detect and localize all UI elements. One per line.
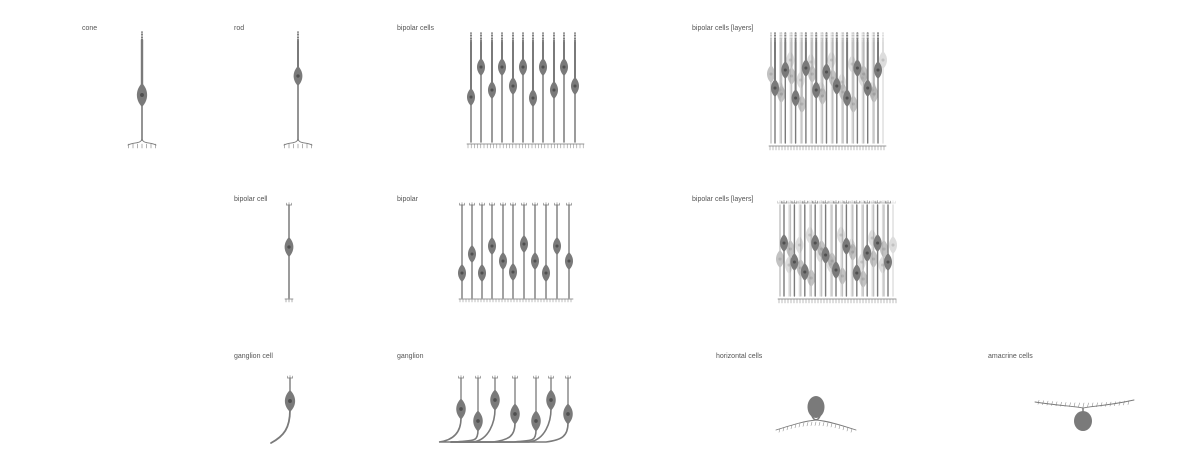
bipolar-cell <box>539 33 547 142</box>
cell-nucleus <box>511 270 514 273</box>
label-rod: rod <box>234 25 245 32</box>
ganglion-cell <box>439 376 466 443</box>
cell-nucleus <box>500 65 503 68</box>
cell-nucleus <box>872 92 875 95</box>
bipolar-cell <box>565 203 573 299</box>
bipolar-cell <box>880 201 888 297</box>
cell-nucleus <box>790 74 793 77</box>
cell-nucleus <box>480 271 483 274</box>
process-twig <box>803 423 804 427</box>
cell-nucleus <box>866 251 869 254</box>
cell-nucleus <box>534 419 538 423</box>
cell-nucleus <box>862 277 865 280</box>
cell-nucleus <box>521 65 524 68</box>
cell-nucleus <box>876 241 879 244</box>
bipolar-cell <box>832 201 840 297</box>
bipolar-cell <box>529 33 537 142</box>
cell-nucleus <box>804 66 807 69</box>
process-twig <box>799 424 800 428</box>
process-twig <box>823 422 824 426</box>
cell-nucleus <box>573 84 576 87</box>
bipolar-cell <box>468 203 476 299</box>
label-cone: cone <box>82 25 98 32</box>
cell-nucleus <box>552 88 555 91</box>
bipolar-cell <box>795 201 803 297</box>
cell-nucleus <box>490 88 493 91</box>
ganglion-cell <box>451 376 556 443</box>
bipolar-cell <box>828 201 836 297</box>
cell-nucleus <box>287 245 290 248</box>
bipolar-cell <box>509 33 517 142</box>
process-twig <box>811 422 812 426</box>
cell-nucleus <box>891 243 894 246</box>
cell-nucleus <box>567 259 570 262</box>
ganglion-axon <box>439 418 461 442</box>
horizontal-cells-diagram <box>776 396 856 432</box>
bipolar-cell <box>477 33 485 142</box>
bipolar-diagram <box>458 203 573 303</box>
bipolar-cell <box>788 33 796 143</box>
bipolar-cell <box>553 203 561 299</box>
cell-nucleus <box>541 65 544 68</box>
cell-nucleus <box>855 271 858 274</box>
bipolar-cell <box>864 33 872 143</box>
process-twig <box>839 425 840 429</box>
bipolar-cell <box>478 203 486 299</box>
cell-nucleus <box>778 257 781 260</box>
bipolar-cells-layers-mid-diagram <box>776 201 897 304</box>
bipolar-cells-layers-top-diagram <box>767 33 887 150</box>
cell-nucleus <box>493 398 497 402</box>
bipolar-cell <box>509 203 517 299</box>
cell-nucleus <box>881 58 884 61</box>
cell-nucleus <box>531 96 534 99</box>
cell-nucleus <box>800 102 803 105</box>
bipolar-cell <box>798 33 806 143</box>
process-twig <box>807 422 808 426</box>
process-twig <box>795 424 796 428</box>
process-twig <box>1047 401 1048 405</box>
cell-nucleus <box>820 247 823 250</box>
label-bipolar-cells-layers-top: bipolar cells [layers] <box>692 25 754 32</box>
process-twig <box>1101 403 1102 407</box>
cell-nucleus <box>831 76 834 79</box>
label-ganglion: ganglion <box>397 353 424 360</box>
process-twig <box>1083 403 1084 407</box>
cell-nucleus <box>803 270 806 273</box>
bipolar-cell <box>797 33 805 143</box>
ganglion-cell <box>451 376 483 443</box>
bipolar-cell <box>488 203 496 299</box>
cell-nucleus <box>846 96 849 99</box>
cell-nucleus <box>851 250 854 253</box>
label-bipolar: bipolar <box>397 196 419 203</box>
ganglion-cell-diagram <box>271 376 295 444</box>
cell-nucleus <box>513 412 517 416</box>
label-bipolar-cell: bipolar cell <box>234 196 268 203</box>
bipolar-cell <box>488 33 496 142</box>
synapse-branch <box>284 138 298 145</box>
bipolar-cell <box>786 33 794 143</box>
bipolar-cell <box>458 203 466 299</box>
cell-nucleus <box>866 86 869 89</box>
cell-nucleus <box>479 65 482 68</box>
process-twig <box>1119 401 1120 405</box>
cell-layer <box>776 201 888 297</box>
synapse-branch <box>298 138 312 145</box>
cell-nucleus <box>782 241 785 244</box>
cell-nucleus <box>886 260 889 263</box>
cell-nucleus <box>862 72 865 75</box>
synapse-branch <box>128 138 142 145</box>
bipolar-cell <box>879 33 887 143</box>
ganglion-diagram <box>439 376 573 443</box>
bipolar-cell <box>560 33 568 142</box>
cell-nucleus <box>459 407 463 411</box>
cell-nucleus <box>789 247 792 250</box>
cell-nucleus <box>501 259 504 262</box>
process-twig <box>815 422 816 426</box>
bipolar-cell <box>853 33 861 143</box>
label-horizontal-cells: horizontal cells <box>716 353 763 360</box>
bipolar-cell <box>771 33 779 143</box>
bipolar-cell <box>849 33 857 143</box>
cell-nucleus <box>522 242 525 245</box>
process-twig <box>847 428 848 432</box>
label-ganglion-cell: ganglion cell <box>234 353 273 360</box>
label-amacrine-cells: amacrine cells <box>988 353 1033 360</box>
cell-nucleus <box>296 74 299 77</box>
cell-nucleus <box>815 88 818 91</box>
bipolar-cell <box>571 33 579 142</box>
cell-nucleus <box>845 244 848 247</box>
cell-nucleus <box>511 84 514 87</box>
cell-nucleus <box>549 398 553 402</box>
cell-nucleus <box>469 95 472 98</box>
bipolar-cell <box>467 33 475 142</box>
process-twig <box>843 426 844 430</box>
bipolar-cell <box>498 33 506 142</box>
amacrine-cells-diagram <box>1035 400 1134 431</box>
process-twig <box>827 423 828 427</box>
bipolar-cell <box>519 33 527 142</box>
label-bipolar-cells-layers-mid: bipolar cells [layers] <box>692 196 754 203</box>
cell-nucleus <box>476 419 480 423</box>
bipolar-cell <box>786 201 794 297</box>
cell-nucleus <box>769 72 772 75</box>
cell-nucleus <box>562 65 565 68</box>
ganglion-axon <box>451 423 568 442</box>
process-twig <box>819 422 820 426</box>
cell-nucleus <box>814 241 817 244</box>
bipolar-cell <box>802 33 810 143</box>
cell-nucleus <box>825 70 828 73</box>
cell-nucleus <box>544 271 547 274</box>
bipolar-cell <box>827 201 835 297</box>
bipolar-cell <box>833 33 841 143</box>
ganglion-axon <box>451 430 536 442</box>
cell-nucleus <box>856 66 859 69</box>
bipolar-cell <box>792 33 800 143</box>
cell-nucleus <box>830 259 833 262</box>
cell-nucleus <box>794 96 797 99</box>
bipolar-cell <box>499 203 507 299</box>
cell-nucleus <box>882 247 885 250</box>
process-twig <box>831 424 832 428</box>
cell-nucleus <box>780 92 783 95</box>
cell-nucleus <box>842 90 845 93</box>
bipolar-cell <box>812 33 820 143</box>
process-twig <box>1079 403 1080 407</box>
cell-nucleus <box>793 260 796 263</box>
cell-nucleus <box>852 102 855 105</box>
bipolar-cell <box>531 203 539 299</box>
cell-layer <box>771 33 882 143</box>
cell-body <box>808 396 825 418</box>
cell-nucleus <box>876 68 879 71</box>
cell-nucleus <box>824 253 827 256</box>
process-twig <box>1106 402 1107 406</box>
cell-nucleus <box>288 399 292 403</box>
bipolar-cell <box>889 201 897 297</box>
bipolar-cell <box>520 203 528 299</box>
bipolar-cell <box>550 33 558 142</box>
bipolar-cell <box>848 33 856 143</box>
horizontal-process <box>776 420 856 430</box>
process-twig <box>851 429 852 433</box>
cell-nucleus <box>841 274 844 277</box>
cell-nucleus <box>140 93 144 97</box>
label-bipolar-cells: bipolar cells <box>397 25 434 32</box>
ganglion-axon <box>271 410 290 443</box>
process-twig <box>835 424 836 428</box>
cell-nucleus <box>470 252 473 255</box>
cell-nucleus <box>834 268 837 271</box>
cell-nucleus <box>773 86 776 89</box>
cell-nucleus <box>835 84 838 87</box>
cell-nucleus <box>460 271 463 274</box>
cell-nucleus <box>872 257 875 260</box>
bipolar-cell-diagram <box>285 203 294 303</box>
synapse-branch <box>142 138 156 145</box>
cell-nucleus <box>490 244 493 247</box>
cell-nucleus <box>533 259 536 262</box>
cone-diagram <box>128 32 156 148</box>
bipolar-cells-diagram <box>467 33 584 148</box>
cell-body <box>1074 411 1092 431</box>
rod-diagram <box>284 32 312 148</box>
process-twig <box>1052 402 1053 406</box>
cell-nucleus <box>810 276 813 279</box>
cell-nucleus <box>784 68 787 71</box>
cell-layer <box>767 33 878 143</box>
cell-nucleus <box>821 94 824 97</box>
bipolar-cell <box>542 203 550 299</box>
cell-nucleus <box>811 72 814 75</box>
process-twig <box>1088 403 1089 407</box>
cell-nucleus <box>566 412 570 416</box>
cell-nucleus <box>555 244 558 247</box>
